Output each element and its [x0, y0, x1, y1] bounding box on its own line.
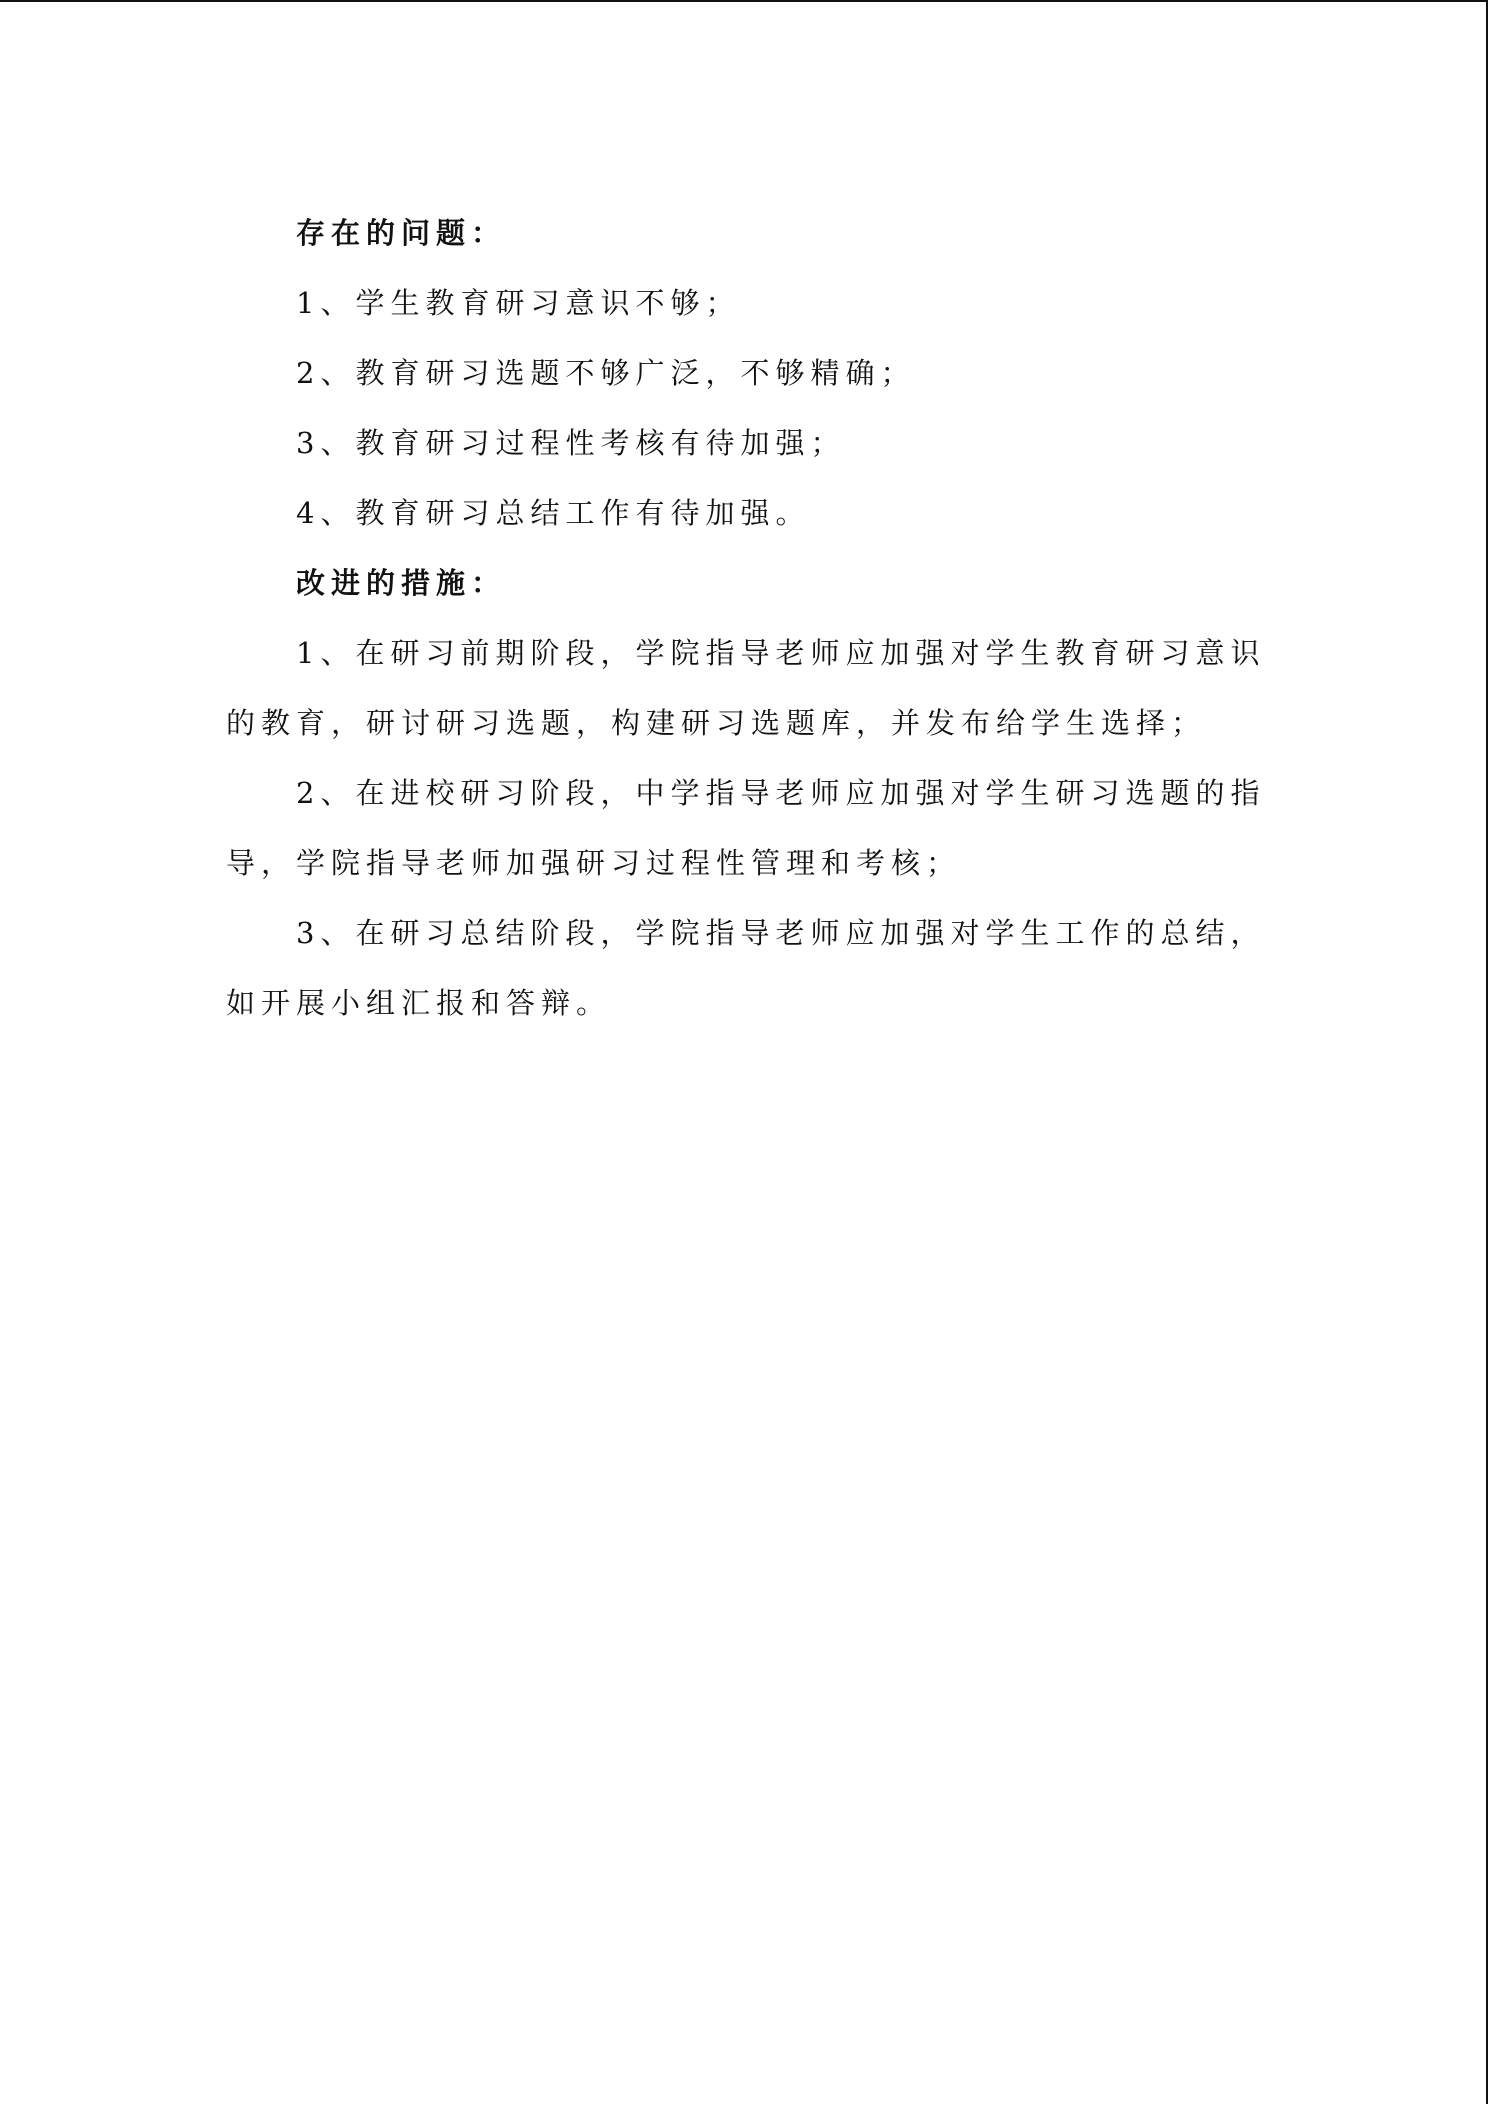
problem-item-3: 3、教育研习过程性考核有待加强；	[296, 426, 846, 460]
measure-item-1-line-2: 的教育，研讨研习选题，构建研习选题库，并发布给学生选择；	[226, 706, 1207, 740]
measure-item-3-line-2: 如开展小组汇报和答辩。	[226, 986, 612, 1020]
problem-item-1: 1、学生教育研习意识不够；	[296, 286, 741, 320]
measure-item-3-line-1: 3、在研习总结阶段，学院指导老师应加强对学生工作的总结，	[296, 916, 1266, 950]
problem-item-2: 2、教育研习选题不够广泛，不够精确；	[296, 356, 916, 390]
measure-item-2-line-2: 导，学院指导老师加强研习过程性管理和考核；	[226, 846, 962, 880]
measure-item-1-line-1: 1、在研习前期阶段，学院指导老师应加强对学生教育研习意识	[296, 636, 1266, 670]
problem-item-4: 4、教育研习总结工作有待加强。	[296, 496, 811, 530]
measures-heading: 改进的措施：	[296, 566, 507, 600]
problems-heading: 存在的问题：	[296, 216, 507, 250]
measure-item-2-line-1: 2、在进校研习阶段，中学指导老师应加强对学生研习选题的指	[296, 776, 1266, 810]
document-body	[226, 198, 1264, 1038]
